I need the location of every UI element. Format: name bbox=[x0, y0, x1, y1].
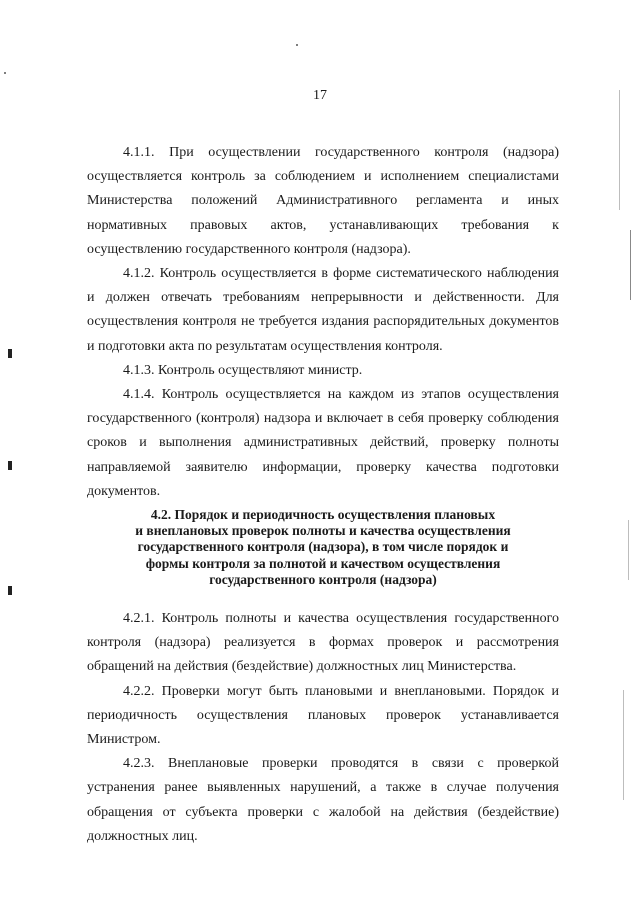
paragraph-4-2-2: 4.2.2. Проверки могут быть плановыми и внеплановыми. Порядок и периодичность осуществления плановых проверок устанавливается Министром. bbox=[87, 683, 559, 748]
heading-line: государственного контроля (надзора) bbox=[209, 571, 437, 587]
binding-hole-mark bbox=[8, 461, 12, 470]
scan-speck bbox=[296, 44, 298, 46]
paragraph-4-2-3: 4.2.3. Внеплановые проверки проводятся в связи с проверкой устранения ранее выявленных нарушений, а также в случае получения обращения от субъекта проверки с жалобой на действия (бездействие) должностных лиц. bbox=[87, 756, 559, 844]
scan-edge-line bbox=[628, 520, 629, 580]
heading-line: 4.2. Порядок и периодичность осуществления плановых bbox=[150, 507, 496, 523]
binding-hole-mark bbox=[8, 586, 12, 595]
heading-line: государственного контроля (надзора), в том числе порядок и bbox=[137, 539, 509, 555]
heading-line: и внеплановых проверок полноты и качества осуществления bbox=[135, 523, 511, 539]
scan-speck bbox=[4, 72, 6, 74]
paragraph-4-1-3: 4.1.3. Контроль осуществляют министр. bbox=[123, 362, 363, 378]
page-number: 17 bbox=[313, 88, 327, 103]
scan-edge-line bbox=[619, 90, 620, 210]
scan-edge-line bbox=[623, 690, 624, 800]
scan-edge-line bbox=[630, 230, 631, 300]
section-heading-4-2 bbox=[87, 504, 559, 607]
paragraph-4-1-4: 4.1.4. Контроль осуществляется на каждом из этапов осуществления государственного (контроля) надзора и включает в себя проверку соблюдения сроков и выполнения административных действий, проверку полноты направляемой заявителю информации, проверку качества подготовки документов. bbox=[87, 387, 559, 499]
paragraph-4-2-1: 4.2.1. Контроль полноты и качества осуществления государственного контроля (надзора) реализуется в формах проверок и рассмотрения обращений на действия (бездействие) должностных лиц Министерства. bbox=[87, 611, 559, 675]
binding-hole-mark bbox=[8, 349, 12, 358]
document-body bbox=[87, 141, 559, 849]
heading-line: формы контроля за полнотой и качеством осуществления bbox=[145, 555, 501, 571]
paragraph-4-1-2: 4.1.2. Контроль осуществляется в форме систематического наблюдения и должен отвечать требованиям непрерывности и действенности. Для осуществления контроля не требуется издания распорядительных документов и подготовки акта по результатам осуществления контроля. bbox=[87, 266, 559, 354]
paragraph-4-1-1: 4.1.1. При осуществлении государственного контроля (надзора) осуществляется контроль за соблюдением и исполнением специалистами Министерства положений Административного регламента и иных нормативных правовых актов, устанавливающих требования к осуществлению государственного контроля (надзора). bbox=[87, 145, 559, 257]
